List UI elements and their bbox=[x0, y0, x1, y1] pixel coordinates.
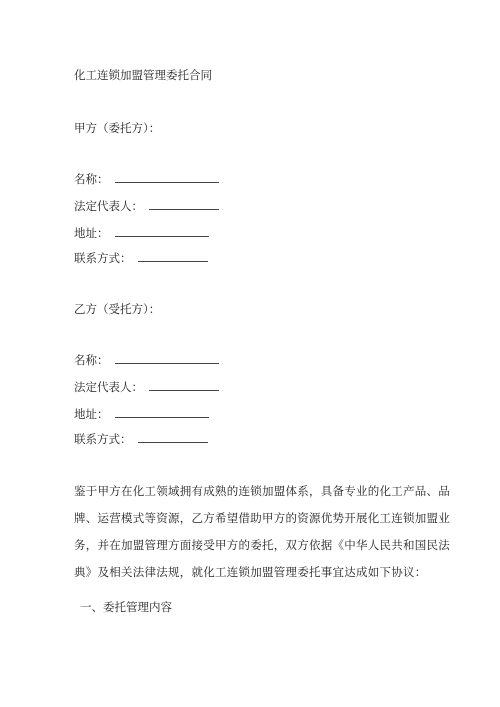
party-b-contact-field bbox=[74, 431, 208, 446]
preamble-line: 务，并在加盟管理方面接受甲方的委托，双方依据《中华人民共和国民法 bbox=[74, 538, 450, 552]
party-b-contact-blank bbox=[138, 431, 208, 443]
party-a-address-label: 地址： bbox=[74, 226, 109, 240]
party-a-contact-blank bbox=[138, 250, 208, 262]
party-a-heading: 甲方（委托方）： bbox=[74, 121, 161, 135]
party-a-rep-label: 法定代表人： bbox=[74, 199, 143, 213]
party-b-address-blank bbox=[115, 406, 209, 418]
preamble-line: 鉴于甲方在化工领域拥有成熟的连锁加盟体系，具备专业的化工产品、品 bbox=[74, 484, 450, 498]
party-a-contact-field bbox=[74, 250, 208, 265]
party-b-contact-label: 联系方式： bbox=[74, 432, 132, 446]
party-b-heading: 乙方（受托方）： bbox=[74, 302, 161, 316]
party-b-name-label: 名称： bbox=[74, 353, 109, 367]
preamble-line: 牌、运营模式等资源，乙方希望借助甲方的资源优势开展化工连锁加盟业 bbox=[74, 511, 450, 525]
party-b-address-field bbox=[74, 406, 209, 421]
party-a-name-blank bbox=[115, 171, 219, 183]
party-a-rep-field bbox=[74, 198, 219, 213]
preamble-line: 典》及相关法律法规，就化工连锁加盟管理委托事宜达成如下协议： bbox=[74, 565, 427, 579]
party-a-address-blank bbox=[115, 225, 209, 237]
party-b-address-label: 地址： bbox=[74, 407, 109, 421]
party-b-rep-label: 法定代表人： bbox=[74, 380, 143, 394]
party-b-name-blank bbox=[115, 352, 219, 364]
party-a-name-label: 名称： bbox=[74, 172, 109, 186]
party-b-name-field bbox=[74, 352, 219, 367]
party-a-address-field bbox=[74, 225, 209, 240]
party-b-rep-field bbox=[74, 379, 219, 394]
section-heading-1: 一、委托管理内容 bbox=[80, 600, 172, 614]
party-a-rep-blank bbox=[149, 198, 219, 210]
preamble-paragraph bbox=[74, 478, 450, 586]
party-a-name-field bbox=[74, 171, 219, 186]
party-b-rep-blank bbox=[149, 379, 219, 391]
document-title: 化工连锁加盟管理委托合同 bbox=[74, 68, 212, 82]
party-a-contact-label: 联系方式： bbox=[74, 251, 132, 265]
